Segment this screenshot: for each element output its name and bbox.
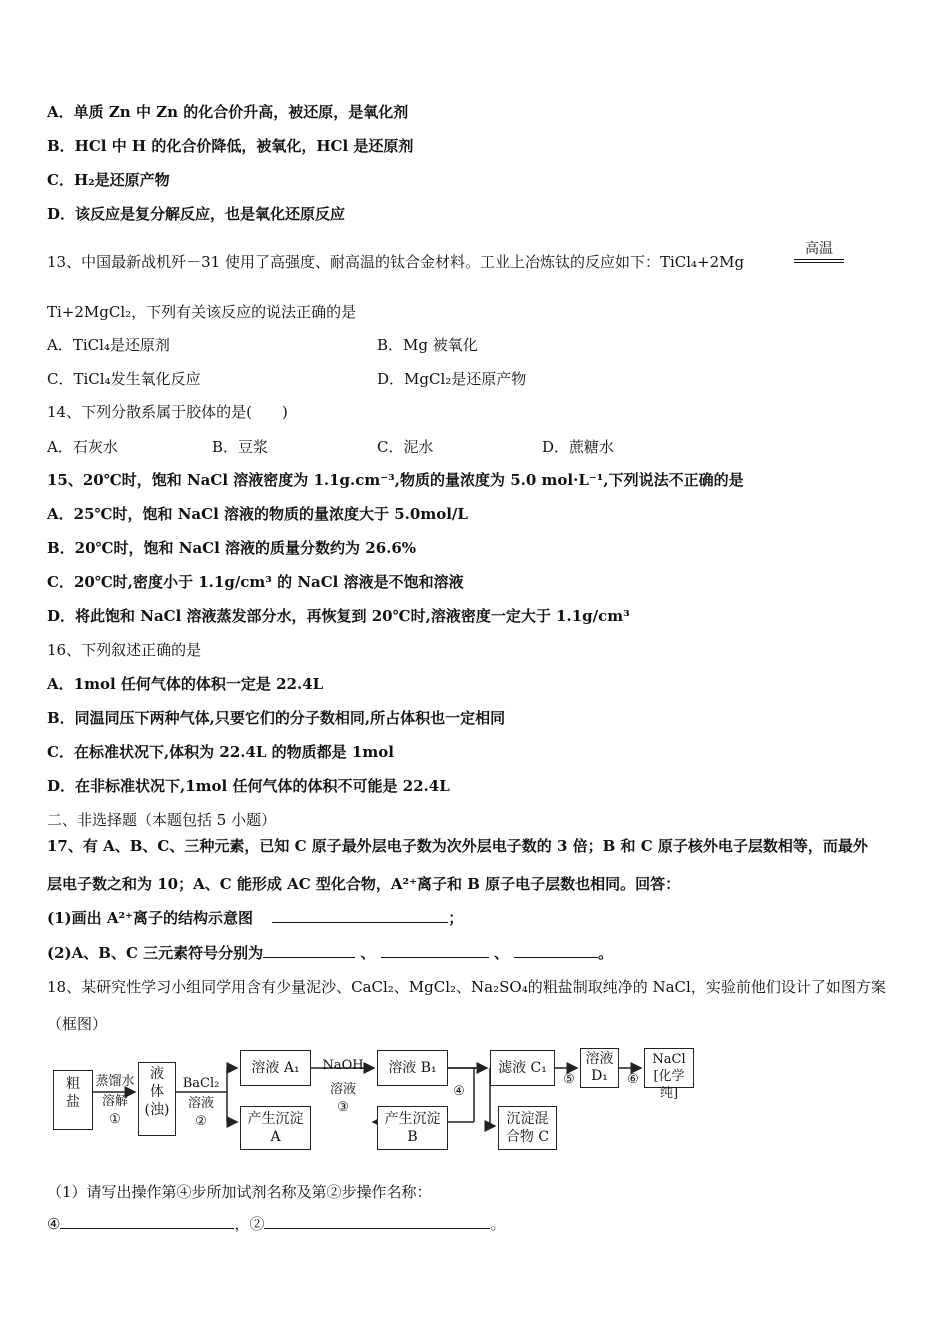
answer-blank-b[interactable] [381, 943, 489, 958]
step1-reagent: 蒸馏水 [95, 1074, 135, 1089]
q13-stem-cont: Ti+2MgCl₂，下列有关该反应的说法正确的是 [47, 303, 357, 321]
q14-option-d: D．蔗糖水 [542, 438, 615, 456]
reaction-condition [794, 238, 844, 263]
q12-option-a: A．单质 Zn 中 Zn 的化合价升高，被还原，是氧化剂 [47, 103, 409, 121]
answer-blank-c[interactable] [514, 943, 598, 958]
q13-stem: 13、中国最新战机歼－31 使用了高强度、耐高温的钛合金材料。工业上冶炼钛的反应如下：TiCl₄+2Mg [47, 253, 745, 271]
q15-option-d: D．将此饱和 NaCl 溶液蒸发部分水，再恢复到 20℃时,溶液密度一定大于 1.1g/cm³ [47, 607, 630, 625]
q14-stem: 14、下列分散系属于胶体的是( ) [47, 403, 288, 421]
solution-b1-box: 溶液 B₁ [377, 1050, 448, 1086]
condition-label: 高温 [805, 241, 833, 257]
q13-option-b: B．Mg 被氧化 [377, 336, 478, 354]
pure-nacl-box: NaCl [化学纯] [644, 1048, 694, 1088]
q13-option-c: C．TiCl₄发生氧化反应 [47, 370, 201, 388]
q17-sub2 [47, 943, 613, 963]
q17-line2: 层电子数之和为 10；A、C 能形成 AC 型化合物，A²⁺离子和 B 原子电子层数也相同。回答： [47, 875, 681, 893]
solution-d1-box: 溶液 D₁ [580, 1048, 619, 1088]
step1-number: ① [109, 1112, 121, 1127]
q18-line2: （框图） [47, 1015, 108, 1033]
q16-option-b: B．同温同压下两种气体,只要它们的分子数相同,所占体积也一定相同 [47, 709, 506, 727]
step4-label: ④ [47, 1215, 61, 1233]
q16-option-a: A．1mol 任何气体的体积一定是 22.4L [47, 675, 324, 693]
answer-end: 。 [490, 1215, 506, 1233]
section-heading: 二、非选择题（本题包括 5 小题） [47, 811, 277, 829]
q12-option-c: C．H₂是还原产物 [47, 171, 170, 189]
q15-option-b: B．20℃时，饱和 NaCl 溶液的质量分数约为 26.6% [47, 539, 417, 557]
step2-number: ② [195, 1114, 207, 1129]
q18-sub1: （1）请写出操作第④步所加试剂名称及第②步操作名称： [47, 1183, 432, 1201]
q16-stem: 16、下列叙述正确的是 [47, 641, 202, 659]
q16-option-c: C．在标准状况下,体积为 22.4L 的物质都是 1mol [47, 743, 394, 761]
step1-action: 溶解 [101, 1094, 128, 1109]
liquid-box: 液 体 (浊) [138, 1062, 176, 1136]
q17-sub2-text: (2)A、B、C 三元素符号分别为 [47, 944, 264, 962]
q18-line1: 18、某研究性学习小组同学用含有少量泥沙、CaCl₂、MgCl₂、Na₂SO₄的粗盐制取纯净的 NaCl，实验前他们设计了如图方案 [47, 978, 886, 996]
q15-stem: 15、20℃时，饱和 NaCl 溶液密度为 1.1g.cm⁻³,物质的量浓度为 5.0 mol·L⁻¹,下列说法不正确的是 [47, 471, 744, 489]
precipitate-b-box: 产生沉淀 B [377, 1106, 448, 1150]
equals-bar [794, 259, 844, 263]
separator: 、 [360, 944, 376, 962]
precipitate-a-box: 产生沉淀 A [240, 1106, 311, 1150]
answer-separator: ，② [234, 1215, 265, 1233]
q17-sub1-end: ； [448, 909, 464, 927]
q17-sub1-text: (1)画出 A²⁺离子的结构示意图 [47, 909, 253, 927]
q13-option-a: A．TiCl₄是还原剂 [47, 336, 170, 354]
q14-option-a: A．石灰水 [47, 438, 118, 456]
q16-option-d: D．在非标准状况下,1mol 任何气体的体积不可能是 22.4L [47, 777, 450, 795]
q12-option-b: B．HCl 中 H 的化合价降低，被氧化，HCl 是还原剂 [47, 137, 414, 155]
step4-number: ④ [453, 1084, 465, 1099]
answer-blank-step2[interactable] [264, 1214, 490, 1229]
answer-blank-step4[interactable] [60, 1214, 234, 1229]
q13-option-d: D．MgCl₂是还原产物 [377, 370, 527, 388]
solution-a1-box: 溶液 A₁ [240, 1050, 311, 1086]
filtrate-c1-box: 滤液 C₁ [490, 1050, 555, 1086]
q12-option-d: D．该反应是复分解反应，也是氧化还原反应 [47, 205, 346, 223]
step3-number: ③ [337, 1100, 349, 1115]
step2-reagent: BaCl₂ [182, 1076, 220, 1091]
q17-line1: 17、有 A、B、C、三种元素，已知 C 原子最外层电子数为次外层电子数的 3 倍；B 和 C 原子核外电子层数相等，而最外 [47, 837, 868, 855]
step5-number: ⑤ [563, 1072, 575, 1087]
q15-option-a: A．25℃时，饱和 NaCl 溶液的物质的量浓度大于 5.0mol/L [47, 505, 468, 523]
step3-reagent: NaOH [322, 1058, 364, 1073]
q15-option-c: C．20℃时,密度小于 1.1g/cm³ 的 NaCl 溶液是不饱和溶液 [47, 573, 464, 591]
step2-action: 溶液 [187, 1096, 214, 1111]
step3-action: 溶液 [329, 1082, 356, 1097]
separator: 、 [493, 944, 509, 962]
crude-salt-box: 粗 盐 [53, 1070, 93, 1130]
precipitate-mix-c-box: 沉淀混 合物 C [498, 1106, 557, 1150]
step6-number: ⑥ [627, 1072, 639, 1087]
flow-chart [49, 1044, 699, 1156]
answer-blank[interactable] [272, 908, 448, 923]
q17-sub2-end: 。 [598, 944, 614, 962]
q14-option-b: B．豆浆 [212, 438, 269, 456]
q18-answer-line [47, 1214, 505, 1234]
q14-option-c: C．泥水 [377, 438, 434, 456]
q17-sub1 [47, 908, 463, 928]
answer-blank-a[interactable] [263, 943, 355, 958]
